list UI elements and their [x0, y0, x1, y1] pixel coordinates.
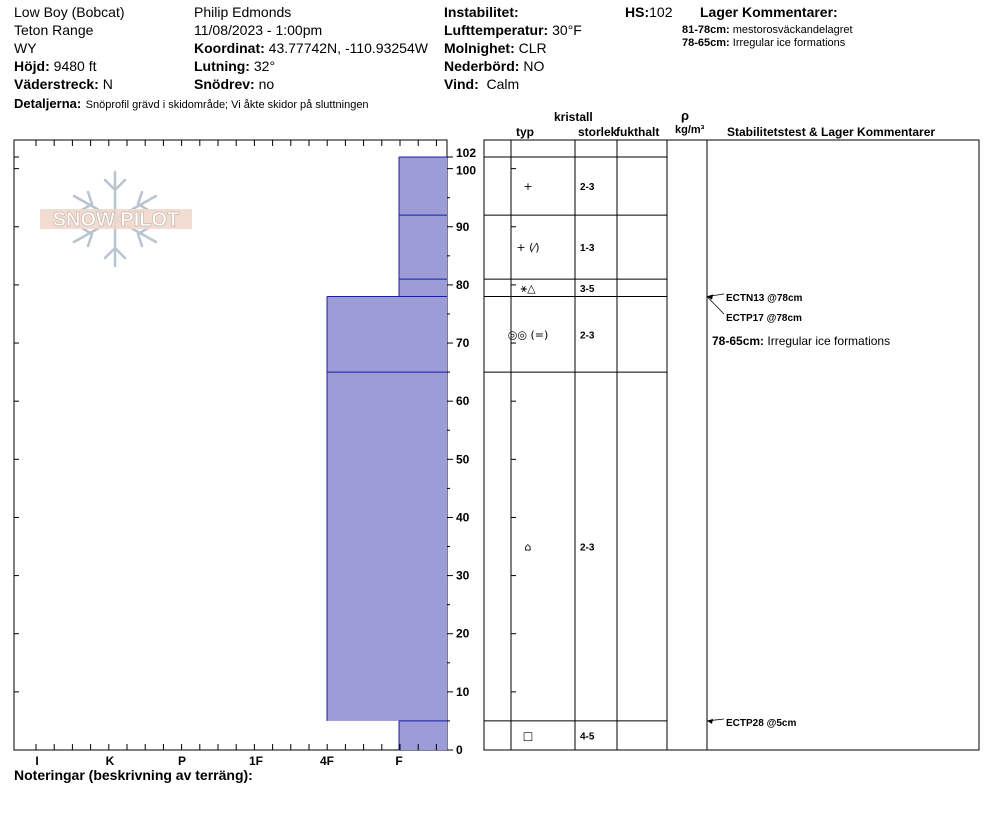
y-tick-label: 50 — [456, 452, 470, 467]
layer-comment-1-text: mestorosväckandelagret — [732, 24, 853, 36]
layer-comments-title: Lager Kommentarer: — [700, 4, 838, 20]
airtemp-label: Lufttemperatur: — [444, 22, 549, 38]
test-pointer — [707, 297, 724, 314]
x-tick-label: P — [177, 754, 187, 768]
airtemp-value: 30°F — [552, 22, 582, 38]
x-tick-label: 1F — [248, 754, 264, 768]
grain-size-value: 4-5 — [580, 731, 595, 743]
snowpilot-logo-text: SNOW PILOT — [52, 209, 180, 231]
cloud-label: Molnighet: — [444, 40, 515, 56]
hardness-bar — [399, 279, 447, 296]
layer-comment-2-range: 78-65cm: — [682, 37, 730, 49]
hardness-bars — [327, 157, 447, 750]
layer-table-frame — [484, 140, 979, 750]
moisture-header: fukthalt — [616, 125, 660, 139]
snowpilot-logo — [40, 172, 192, 266]
elevation-label: Höjd: — [14, 58, 50, 74]
layer-comment-1-range: 81-78cm: — [682, 24, 730, 36]
aspect-label: Väderstreck: — [14, 76, 99, 92]
wind-value: Calm — [486, 76, 520, 92]
y-tick-label: 10 — [456, 684, 470, 699]
stability-test-label: ECTP17 @78cm — [726, 313, 802, 324]
y-tick-label: 0 — [456, 743, 463, 757]
x-tick-label: F — [395, 754, 403, 768]
hs-value: 102 — [649, 4, 673, 20]
slope-label: Lutning: — [194, 58, 250, 74]
test-arrowhead — [707, 719, 713, 724]
hardness-bar — [399, 721, 447, 750]
coord-label: Koordinat: — [194, 40, 265, 56]
wind-label: Vind: — [444, 76, 479, 92]
rho-header: ρ — [681, 108, 690, 123]
observer-name: Philip Edmonds — [194, 4, 292, 20]
datetime: 11/08/2023 - 1:00pm — [194, 22, 323, 38]
y-tick-label: 40 — [456, 510, 470, 525]
hardness-bar — [327, 297, 447, 373]
type-header: typ — [516, 125, 534, 139]
size-header: storlek — [578, 125, 618, 139]
precip-label: Nederbörd: — [444, 58, 520, 74]
cloud-value: CLR — [518, 40, 547, 56]
test-arrowhead — [707, 295, 713, 300]
coord-value: 43.77742N, -110.93254W — [268, 40, 428, 56]
grain-type-symbol: ⚹△ — [520, 281, 536, 295]
grain-size-value: 2-3 — [580, 182, 595, 194]
notes-label: Noteringar (beskrivning av terräng): — [14, 767, 253, 783]
y-tick-label: 70 — [456, 336, 470, 351]
grain-type-symbol: + — [523, 180, 533, 194]
aspect-value: N — [102, 76, 113, 92]
drift-label: Snödrev: — [194, 76, 255, 92]
details-value: Snöprofil grävd i skidområde; Vi åkte skidor på sluttningen — [85, 99, 369, 111]
layer-table-comment: 78-65cm: Irregular ice formations — [712, 334, 891, 348]
stability-header: Stabilitetstest & Lager Kommentarer — [727, 125, 936, 139]
x-tick-label: K — [105, 754, 115, 768]
slope-value: 32° — [253, 58, 276, 74]
stability-test-label: ECTP28 @5cm — [726, 718, 797, 729]
grain-type-symbol: □ — [522, 729, 534, 743]
grain-size-value: 3-5 — [580, 283, 595, 295]
y-tick-label: 90 — [456, 219, 470, 234]
y-tick-label: 80 — [456, 277, 470, 292]
density-unit-header: kg/m³ — [675, 124, 705, 136]
grain-size-value: 2-3 — [580, 542, 595, 554]
hardness-bar — [327, 372, 447, 721]
y-tick-label: 60 — [456, 394, 470, 409]
drift-value: no — [258, 76, 275, 92]
x-tick-label: 4F — [319, 754, 335, 768]
grain-type-symbol: + (⁄) — [516, 241, 540, 255]
instability-label: Instabilitet: — [444, 4, 519, 20]
hardness-bar — [399, 157, 447, 215]
crystal-header: kristall — [554, 110, 593, 124]
hardness-bar — [399, 215, 447, 279]
grain-type-symbol: ◎◎ (=) — [507, 328, 549, 342]
state-name: WY — [14, 40, 37, 56]
stability-test-label: ECTN13 @78cm — [726, 293, 803, 304]
grain-size-value: 1-3 — [580, 243, 595, 255]
elevation-value: 9480 ft — [53, 58, 97, 74]
y-tick-label: 30 — [456, 568, 470, 583]
layer-comment-2-text: Irregular ice formations — [732, 37, 846, 49]
location-name: Low Boy (Bobcat) — [14, 4, 125, 20]
x-tick-label: I — [35, 754, 39, 768]
stability-tests — [707, 293, 890, 729]
y-tick-label: 100 — [456, 163, 477, 178]
details-label: Detaljerna: — [14, 96, 82, 111]
y-tick-label: 102 — [456, 146, 477, 160]
y-tick-label: 20 — [456, 626, 470, 641]
grain-type-symbol: ⌂ — [524, 540, 532, 554]
hs-label: HS: — [625, 4, 650, 20]
range-name: Teton Range — [14, 22, 94, 38]
grain-size-value: 2-3 — [580, 330, 595, 342]
precip-value: NO — [523, 58, 545, 74]
